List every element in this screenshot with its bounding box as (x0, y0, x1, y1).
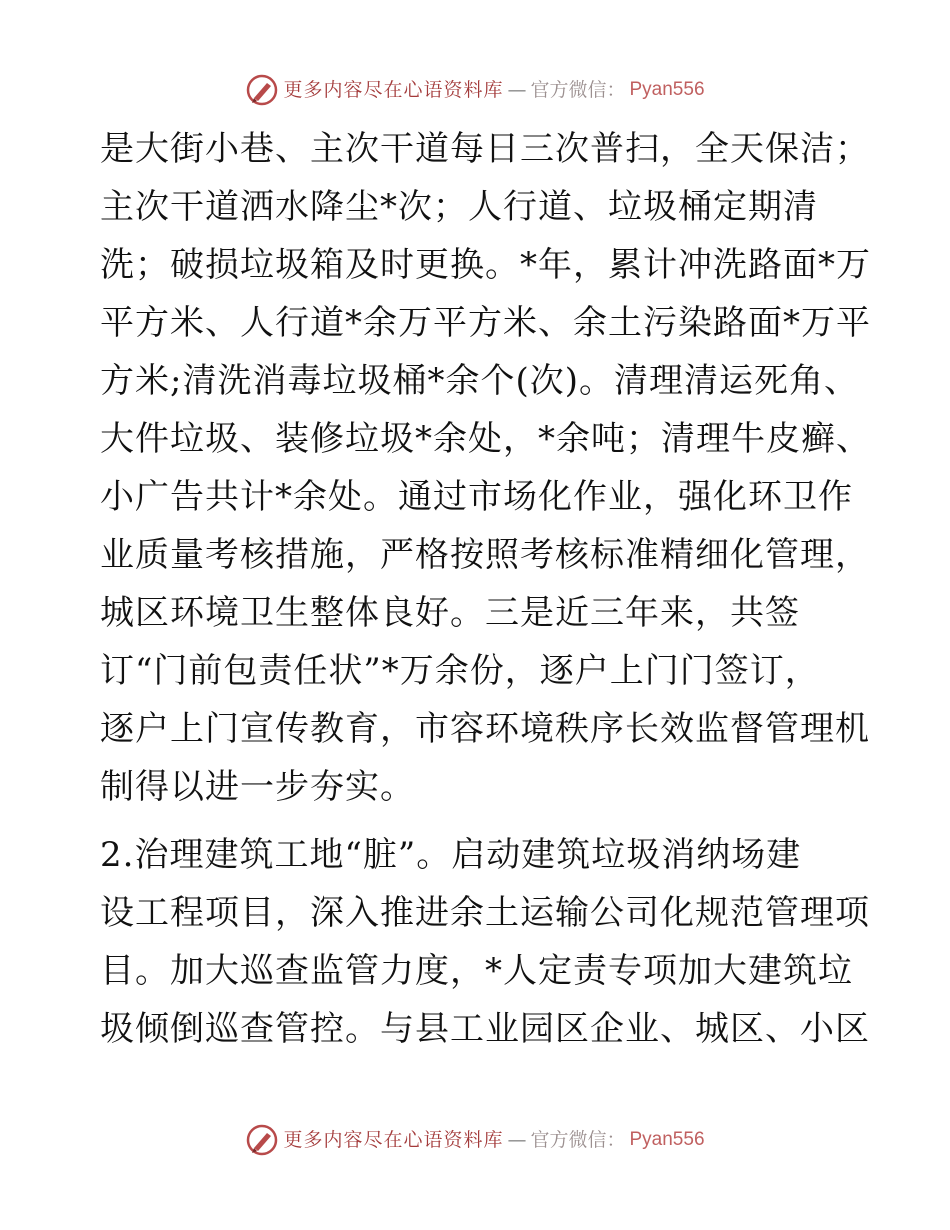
text-line: 目。加大巡查监管力度，*人定责专项加大建筑垃 (100, 951, 853, 991)
paragraph-construction-site (100, 826, 870, 1058)
text-line: 逐户上门宣传教育，市容环境秩序长效监督管理机 (100, 709, 870, 749)
footer-watermark (0, 1120, 950, 1160)
pen-logo-icon (245, 1123, 279, 1157)
watermark-site-text: 更多内容尽在心语资料库 (283, 1129, 504, 1151)
watermark-site-text: 更多内容尽在心语资料库 (283, 79, 504, 101)
watermark-wechat-id: Pyan556 (629, 79, 705, 100)
text-line: 大件垃圾、装修垃圾*余处，*余吨；清理牛皮癣、 (100, 419, 871, 459)
watermark-banner (245, 1120, 704, 1160)
text-line: 设工程项目，深入推进余土运输公司化规范管理项 (100, 893, 870, 933)
text-line: 是大街小巷、主次干道每日三次普扫，全天保洁； (100, 129, 870, 169)
watermark-wechat-label: 官方微信： (530, 79, 626, 101)
text-line: 制得以进一步夯实。 (100, 767, 415, 807)
watermark-separator: — (507, 1129, 527, 1151)
watermark-separator: — (507, 79, 527, 101)
text-line: 业质量考核措施，严格按照考核标准精细化管理， (100, 535, 870, 575)
text-line: 方米;清洗消毒垃圾桶*余个(次)。清理清运死角、 (100, 361, 859, 401)
header-watermark (0, 70, 950, 110)
text-line: 洗；破损垃圾箱及时更换。*年，累计冲洗路面*万 (100, 245, 871, 285)
watermark-wechat-id: Pyan556 (629, 1129, 705, 1150)
watermark-wechat-label: 官方微信： (530, 1129, 626, 1151)
text-line: 订“门前包责任状”*万余份，逐户上门门签订， (100, 651, 820, 691)
text-line: 城区环境卫生整体良好。三是近三年来，共签 (100, 593, 800, 633)
watermark-banner (245, 70, 704, 110)
document-body (100, 120, 871, 1058)
text-line: 平方米、人行道*余万平方米、余土污染路面*万平 (100, 303, 871, 343)
text-line: 圾倾倒巡查管控。与县工业园区企业、城区、小区 (100, 1009, 870, 1049)
paragraph-sanitation (100, 120, 871, 816)
text-line: 小广告共计*余处。通过市场化作业，强化环卫作 (100, 477, 853, 517)
pen-logo-icon (245, 73, 279, 107)
text-line: 2.治理建筑工地“脏”。启动建筑垃圾消纳场建 (100, 835, 802, 875)
text-line: 主次干道洒水降尘*次；人行道、垃圾桶定期清 (100, 187, 818, 227)
